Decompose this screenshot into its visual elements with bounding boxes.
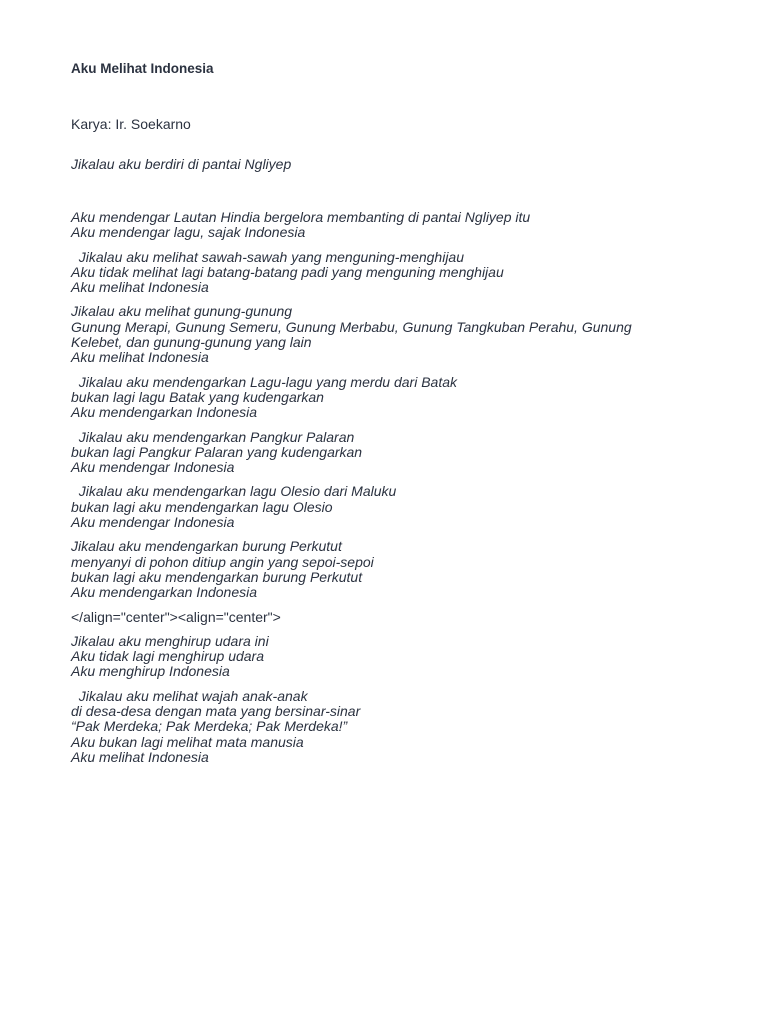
poem-line: Aku bukan lagi melihat mata manusia [71,733,304,750]
poem-line: Aku mendengarkan Indonesia [71,584,258,601]
poem-line: Aku menghirup Indonesia [71,663,230,680]
poem-line: Aku melihat Indonesia [71,748,209,765]
stanza [71,210,711,241]
poem-line: Gunung Merapi, Gunung Semeru, Gunung Merbabu, Gunung Tangkuban Perahu, Gunung [71,318,632,335]
stanza [71,634,711,680]
stanza [71,539,711,600]
poem-line: Jikalau aku mendengarkan Lagu-lagu yang merdu dari Batak [71,373,458,390]
poem-line: Jikalau aku mendengarkan burung Perkutut [71,538,342,555]
poem-line: menyanyi di pohon ditiup angin yang sepoi-sepoi [71,553,374,570]
stanza [71,375,711,421]
poem-line: Aku tidak lagi menghirup udara [71,648,265,665]
poem-line: bukan lagi lagu Batak yang kudengarkan [71,388,324,405]
poem-line: Aku mendengarkan Indonesia [71,404,258,421]
poem-line: Aku mendengar Indonesia [71,514,235,531]
stanza [71,484,711,530]
poem-line: bukan lagi aku mendengarkan lagu Olesio [71,498,333,515]
poem-line: </align="center"><align="center"> [71,608,281,625]
poem-line: Jikalau aku melihat wajah anak-anak [71,687,308,704]
poem-body [71,210,711,774]
poem-line: Jikalau aku melihat gunung-gunung [71,303,293,320]
poem-line: Aku melihat Indonesia [71,349,209,366]
poem-line: Jikalau aku melihat sawah-sawah yang menguning-menghijau [71,248,465,265]
poem-line: Jikalau aku mendengarkan Pangkur Palaran [71,428,355,445]
poem-line: Aku melihat Indonesia [71,279,209,296]
poem-intro-line: Jikalau aku berdiri di pantai Ngliyep [71,156,292,172]
poem-line: “Pak Merdeka; Pak Merdeka; Pak Merdeka!” [71,718,348,735]
poem-line: Jikalau aku mendengarkan lagu Olesio dari Maluku [71,483,397,500]
stray-markup-line [71,610,711,625]
stanza [71,250,711,296]
stanza [71,430,711,476]
poem-line: Aku mendengar Indonesia [71,459,235,476]
poem-line: bukan lagi aku mendengarkan burung Perkutut [71,568,363,585]
poem-title: Aku Melihat Indonesia [71,61,214,76]
poem-line: Aku mendengar Lautan Hindia bergelora membanting di pantai Ngliyep itu [71,209,531,225]
poem-line: Aku tidak melihat lagi batang-batang padi yang menguning menghijau [71,263,504,280]
stanza [71,689,711,765]
poem-author: Karya: Ir. Soekarno [71,116,191,132]
poem-line: di desa-desa dengan mata yang bersinar-sinar [71,703,361,720]
poem-line: Aku mendengar lagu, sajak Indonesia [71,224,306,241]
stanza [71,304,711,365]
poem-line: Kelebet, dan gunung-gunung yang lain [71,334,312,351]
poem-line: bukan lagi Pangkur Palaran yang kudengarkan [71,443,363,460]
poem-line: Jikalau aku menghirup udara ini [71,632,269,649]
